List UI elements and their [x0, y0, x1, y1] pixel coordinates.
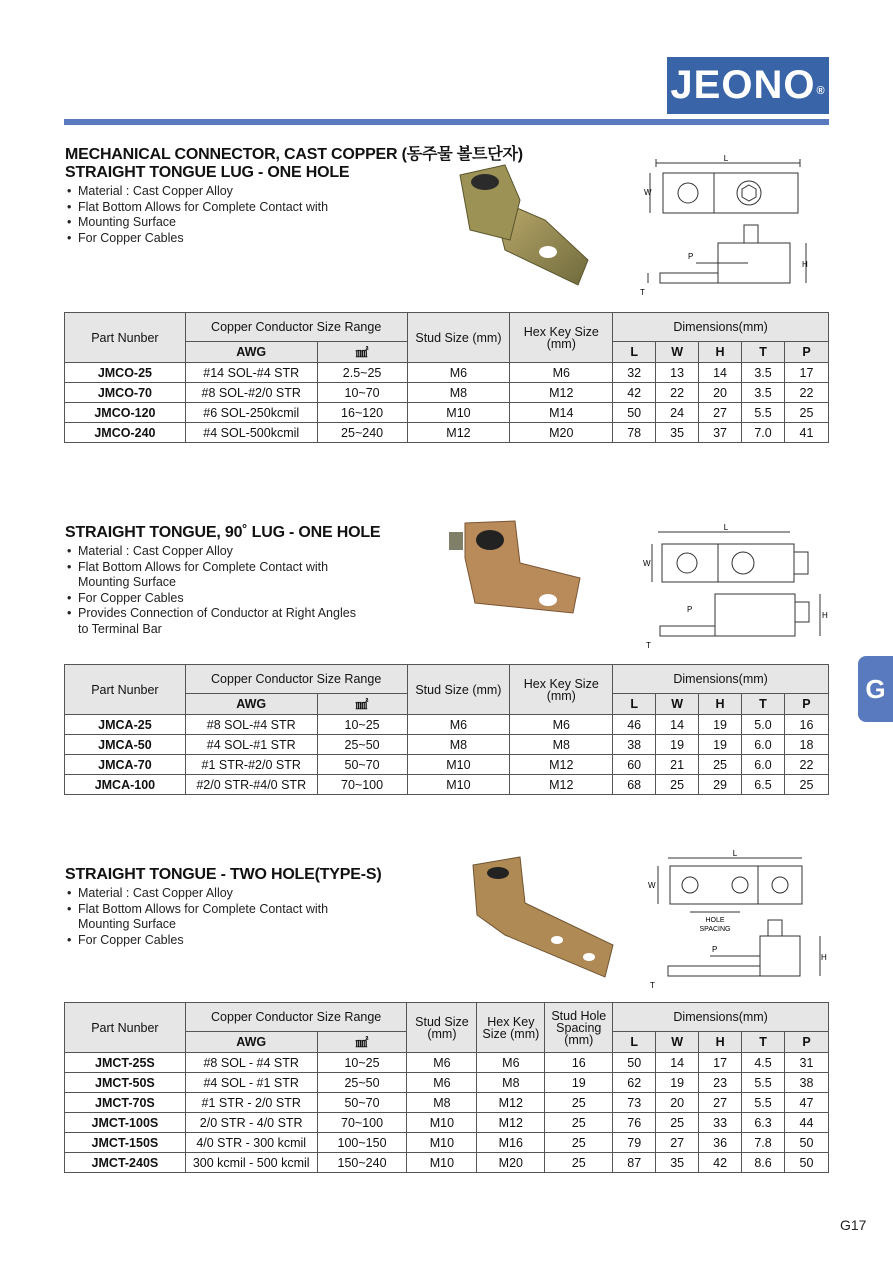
- header-w: W: [656, 694, 699, 715]
- cell-awg: #8 SOL - #4 STR: [185, 1053, 317, 1073]
- cell-mm2: 10~25: [317, 715, 407, 735]
- cell-stud: M12: [407, 423, 510, 443]
- cell-h: 37: [699, 423, 742, 443]
- cell-awg: #1 STR - 2/0 STR: [185, 1093, 317, 1113]
- cell-awg: 4/0 STR - 300 kcmil: [185, 1133, 317, 1153]
- cell-awg: 300 kcmil - 500 kcmil: [185, 1153, 317, 1173]
- cell-t: 3.5: [742, 383, 785, 403]
- cell-awg: #8 SOL-#2/0 STR: [185, 383, 317, 403]
- header-part-number: Part Nunber: [65, 313, 186, 363]
- cell-l: 73: [613, 1093, 656, 1113]
- header-hole-spacing: Stud Hole Spacing (mm): [545, 1003, 613, 1053]
- section3-features: [67, 886, 328, 948]
- cell-h: 14: [699, 363, 742, 383]
- cell-awg: #8 SOL-#4 STR: [185, 715, 317, 735]
- cell-mm2: 100~150: [317, 1133, 407, 1153]
- section1-features: [67, 184, 328, 246]
- cell-l: 42: [613, 383, 656, 403]
- dim-label-t: T: [640, 288, 645, 297]
- cell-part: JMCT-25S: [65, 1053, 186, 1073]
- cell-p: 38: [784, 1073, 828, 1093]
- lug-two-hole-diagram: [640, 848, 830, 993]
- cell-t: 6.5: [742, 775, 785, 795]
- dim-label-w: W: [648, 881, 656, 890]
- header-conductor: Copper Conductor Size Range: [185, 1003, 407, 1032]
- cell-p: 50: [784, 1153, 828, 1173]
- cell-w: 19: [656, 1073, 699, 1093]
- cell-w: 22: [656, 383, 699, 403]
- cell-w: 14: [656, 1053, 699, 1073]
- cell-t: 5.5: [742, 1093, 785, 1113]
- cell-w: 24: [656, 403, 699, 423]
- dim-label-l: L: [723, 523, 729, 532]
- cell-l: 50: [613, 403, 656, 423]
- dim-label-h: H: [822, 611, 828, 620]
- dim-label-w: W: [644, 188, 652, 197]
- header-h: H: [699, 694, 742, 715]
- cell-l: 32: [613, 363, 656, 383]
- dim-label-h: H: [821, 953, 827, 962]
- cell-mm2: 70~100: [317, 1113, 407, 1133]
- cell-w: 20: [656, 1093, 699, 1113]
- cell-hex: M12: [477, 1093, 545, 1113]
- cell-mm2: 25~240: [317, 423, 407, 443]
- dim-label-spacing: SPACING: [699, 926, 731, 933]
- page-number: G17: [840, 1217, 867, 1233]
- cell-hex: M6: [477, 1053, 545, 1073]
- cell-spacing: 25: [545, 1133, 613, 1153]
- cell-part: JMCT-50S: [65, 1073, 186, 1093]
- header-part-number: Part Nunber: [65, 665, 186, 715]
- cell-part: JMCA-25: [65, 715, 186, 735]
- cell-hex: M20: [477, 1153, 545, 1173]
- section3-title: STRAIGHT TONGUE - TWO HOLE(TYPE-S): [65, 866, 382, 883]
- header-w: W: [656, 342, 699, 363]
- cell-stud: M10: [407, 1153, 477, 1173]
- dim-label-hole: HOLE: [705, 917, 725, 924]
- cell-w: 25: [656, 775, 699, 795]
- cell-mm2: 2.5~25: [317, 363, 407, 383]
- header-mm2: ㎟: [317, 694, 407, 715]
- cell-t: 4.5: [742, 1053, 785, 1073]
- cell-awg: #4 SOL-500kcmil: [185, 423, 317, 443]
- cell-h: 36: [699, 1133, 742, 1153]
- cell-p: 41: [784, 423, 828, 443]
- cell-spacing: 19: [545, 1073, 613, 1093]
- cell-awg: 2/0 STR - 4/0 STR: [185, 1113, 317, 1133]
- feature-item: • For Copper Cables: [67, 591, 356, 607]
- dim-label-t: T: [646, 641, 651, 650]
- cell-t: 6.0: [742, 755, 785, 775]
- header-l: L: [613, 694, 656, 715]
- header-rule: [64, 119, 829, 125]
- cell-part: JMCT-240S: [65, 1153, 186, 1173]
- cell-t: 5.0: [742, 715, 785, 735]
- table-row: [65, 755, 829, 775]
- cell-hex: M6: [510, 715, 613, 735]
- header-mm2: ㎟: [317, 1032, 407, 1053]
- cell-part: JMCO-120: [65, 403, 186, 423]
- cell-t: 5.5: [742, 403, 785, 423]
- cell-awg: #4 SOL-#1 STR: [185, 735, 317, 755]
- section2-features: [67, 544, 356, 637]
- header-p: P: [784, 342, 828, 363]
- table-row: [65, 735, 829, 755]
- header-l: L: [613, 1032, 656, 1053]
- cell-mm2: 25~50: [317, 735, 407, 755]
- cell-stud: M10: [407, 775, 510, 795]
- cell-hex: M12: [477, 1113, 545, 1133]
- section3-spec-table: [64, 1002, 829, 1173]
- cell-hex: M20: [510, 423, 613, 443]
- lug-one-hole-diagram: [638, 155, 813, 300]
- cell-l: 60: [613, 755, 656, 775]
- cell-w: 35: [656, 1153, 699, 1173]
- section2-spec-table: [64, 664, 829, 795]
- cell-part: JMCA-100: [65, 775, 186, 795]
- cell-p: 22: [784, 755, 828, 775]
- cell-h: 27: [699, 403, 742, 423]
- cell-l: 79: [613, 1133, 656, 1153]
- feature-item: • For Copper Cables: [67, 231, 328, 247]
- cell-hex: M16: [477, 1133, 545, 1153]
- cell-p: 47: [784, 1093, 828, 1113]
- cell-stud: M10: [407, 1113, 477, 1133]
- header-hex-key: Hex Key Size (mm): [510, 313, 613, 363]
- feature-item: • Flat Bottom Allows for Complete Contact with: [67, 200, 328, 216]
- section2-title: STRAIGHT TONGUE, 90˚ LUG - ONE HOLE: [65, 524, 381, 541]
- cell-stud: M8: [407, 1093, 477, 1113]
- feature-item: • Material : Cast Copper Alloy: [67, 184, 328, 200]
- cell-spacing: 25: [545, 1113, 613, 1133]
- cell-h: 19: [699, 735, 742, 755]
- cell-stud: M6: [407, 1053, 477, 1073]
- cell-mm2: 70~100: [317, 775, 407, 795]
- cell-hex: M12: [510, 755, 613, 775]
- feature-item: • Material : Cast Copper Alloy: [67, 886, 328, 902]
- cell-t: 6.0: [742, 735, 785, 755]
- cell-spacing: 25: [545, 1093, 613, 1113]
- dim-label-w: W: [643, 559, 651, 568]
- registered-mark: ®: [816, 85, 826, 97]
- header-conductor: Copper Conductor Size Range: [185, 313, 407, 342]
- cell-l: 78: [613, 423, 656, 443]
- brand-logo: [667, 57, 829, 114]
- cell-w: 14: [656, 715, 699, 735]
- cell-h: 27: [699, 1093, 742, 1113]
- cell-awg: #4 SOL - #1 STR: [185, 1073, 317, 1093]
- cell-p: 44: [784, 1113, 828, 1133]
- table-row: [65, 423, 829, 443]
- cell-hex: M8: [477, 1073, 545, 1093]
- cell-h: 29: [699, 775, 742, 795]
- cell-p: 50: [784, 1133, 828, 1153]
- header-awg: AWG: [185, 1032, 317, 1053]
- cell-t: 7.0: [742, 423, 785, 443]
- header-w: W: [656, 1032, 699, 1053]
- header-p: P: [784, 1032, 828, 1053]
- table-row: [65, 715, 829, 735]
- cell-stud: M8: [407, 383, 510, 403]
- cell-t: 5.5: [742, 1073, 785, 1093]
- header-t: T: [742, 694, 785, 715]
- cell-l: 62: [613, 1073, 656, 1093]
- cell-l: 76: [613, 1113, 656, 1133]
- feature-item: • For Copper Cables: [67, 933, 328, 949]
- header-stud-size: Stud Size (mm): [407, 1003, 477, 1053]
- cell-mm2: 10~70: [317, 383, 407, 403]
- table-row: [65, 1093, 829, 1113]
- cell-h: 42: [699, 1153, 742, 1173]
- cell-hex: M12: [510, 775, 613, 795]
- cell-h: 23: [699, 1073, 742, 1093]
- header-stud-size: Stud Size (mm): [407, 313, 510, 363]
- brand-name: JEONO: [670, 63, 816, 107]
- section1-title-line2: STRAIGHT TONGUE LUG - ONE HOLE: [65, 164, 350, 181]
- cell-stud: M10: [407, 1133, 477, 1153]
- lug-90-photo: [445, 518, 585, 618]
- table-row: [65, 1073, 829, 1093]
- cell-l: 87: [613, 1153, 656, 1173]
- cell-awg: #6 SOL-250kcmil: [185, 403, 317, 423]
- header-t: T: [742, 1032, 785, 1053]
- header-h: H: [699, 342, 742, 363]
- cell-t: 8.6: [742, 1153, 785, 1173]
- cell-p: 25: [784, 403, 828, 423]
- dim-label-h: H: [802, 260, 808, 269]
- table-row: [65, 383, 829, 403]
- cell-hex: M12: [510, 383, 613, 403]
- cell-part: JMCA-70: [65, 755, 186, 775]
- table-row: [65, 1153, 829, 1173]
- cell-w: 13: [656, 363, 699, 383]
- dim-label-p: P: [687, 605, 693, 614]
- cell-h: 33: [699, 1113, 742, 1133]
- header-hex-key: Hex Key Size (mm): [510, 665, 613, 715]
- cell-l: 50: [613, 1053, 656, 1073]
- header-awg: AWG: [185, 342, 317, 363]
- cell-stud: M6: [407, 363, 510, 383]
- cell-mm2: 50~70: [317, 1093, 407, 1113]
- header-h: H: [699, 1032, 742, 1053]
- section1-spec-table: [64, 312, 829, 443]
- cell-mm2: 16~120: [317, 403, 407, 423]
- cell-part: JMCO-25: [65, 363, 186, 383]
- cell-l: 68: [613, 775, 656, 795]
- feature-item: • Flat Bottom Allows for Complete Contact with: [67, 902, 328, 918]
- table-row: [65, 775, 829, 795]
- feature-item: • Provides Connection of Conductor at Right Angles: [67, 606, 356, 622]
- header-stud-size: Stud Size (mm): [407, 665, 510, 715]
- lug-two-hole-photo: [465, 855, 620, 985]
- cell-p: 16: [784, 715, 828, 735]
- table-row: [65, 363, 829, 383]
- header-awg: AWG: [185, 694, 317, 715]
- dim-label-t: T: [650, 981, 655, 990]
- dim-label-p: P: [712, 945, 718, 954]
- cell-part: JMCT-100S: [65, 1113, 186, 1133]
- header-dimensions: Dimensions(mm): [613, 313, 829, 342]
- header-conductor: Copper Conductor Size Range: [185, 665, 407, 694]
- header-t: T: [742, 342, 785, 363]
- cell-t: 3.5: [742, 363, 785, 383]
- cell-t: 6.3: [742, 1113, 785, 1133]
- cell-stud: M6: [407, 715, 510, 735]
- feature-item: Mounting Surface: [78, 575, 176, 589]
- cell-p: 25: [784, 775, 828, 795]
- header-hex-key: Hex Key Size (mm): [477, 1003, 545, 1053]
- cell-part: JMCO-240: [65, 423, 186, 443]
- cell-spacing: 16: [545, 1053, 613, 1073]
- cell-spacing: 25: [545, 1153, 613, 1173]
- table-row: [65, 1133, 829, 1153]
- cell-w: 19: [656, 735, 699, 755]
- cell-p: 22: [784, 383, 828, 403]
- cell-stud: M10: [407, 755, 510, 775]
- cell-h: 19: [699, 715, 742, 735]
- header-p: P: [784, 694, 828, 715]
- cell-part: JMCT-150S: [65, 1133, 186, 1153]
- dim-label-l: L: [732, 849, 738, 858]
- dim-label-l: L: [723, 155, 729, 163]
- cell-awg: #2/0 STR-#4/0 STR: [185, 775, 317, 795]
- table-row: [65, 403, 829, 423]
- lug-one-hole-photo: [450, 160, 595, 295]
- feature-item: • Flat Bottom Allows for Complete Contact with: [67, 560, 356, 576]
- dim-label-p: P: [688, 252, 694, 261]
- cell-part: JMCT-70S: [65, 1093, 186, 1113]
- cell-w: 27: [656, 1133, 699, 1153]
- header-mm2: ㎟: [317, 342, 407, 363]
- section1-title-line1: MECHANICAL CONNECTOR, CAST COPPER (동주물 볼트단자): [65, 146, 523, 163]
- table-row: [65, 1113, 829, 1133]
- cell-mm2: 50~70: [317, 755, 407, 775]
- cell-part: JMCA-50: [65, 735, 186, 755]
- cell-w: 35: [656, 423, 699, 443]
- header-part-number: Part Nunber: [65, 1003, 186, 1053]
- cell-mm2: 150~240: [317, 1153, 407, 1173]
- cell-p: 17: [784, 363, 828, 383]
- cell-part: JMCO-70: [65, 383, 186, 403]
- cell-l: 38: [613, 735, 656, 755]
- cell-l: 46: [613, 715, 656, 735]
- feature-item: • Material : Cast Copper Alloy: [67, 544, 356, 560]
- cell-awg: #14 SOL-#4 STR: [185, 363, 317, 383]
- feature-item: • Mounting Surface: [67, 215, 328, 231]
- cell-mm2: 10~25: [317, 1053, 407, 1073]
- cell-hex: M6: [510, 363, 613, 383]
- cell-p: 31: [784, 1053, 828, 1073]
- feature-item: to Terminal Bar: [78, 621, 162, 636]
- cell-awg: #1 STR-#2/0 STR: [185, 755, 317, 775]
- cell-t: 7.8: [742, 1133, 785, 1153]
- cell-mm2: 25~50: [317, 1073, 407, 1093]
- cell-p: 18: [784, 735, 828, 755]
- header-dimensions: Dimensions(mm): [613, 665, 829, 694]
- lug-90-diagram: [640, 522, 830, 652]
- feature-item: Mounting Surface: [78, 917, 176, 931]
- cell-stud: M6: [407, 1073, 477, 1093]
- cell-stud: M10: [407, 403, 510, 423]
- cell-hex: M8: [510, 735, 613, 755]
- cell-h: 25: [699, 755, 742, 775]
- table-row: [65, 1053, 829, 1073]
- cell-hex: M14: [510, 403, 613, 423]
- cell-w: 21: [656, 755, 699, 775]
- cell-h: 17: [699, 1053, 742, 1073]
- cell-w: 25: [656, 1113, 699, 1133]
- cell-stud: M8: [407, 735, 510, 755]
- header-dimensions: Dimensions(mm): [613, 1003, 829, 1032]
- cell-h: 20: [699, 383, 742, 403]
- chapter-tab: G: [858, 656, 893, 722]
- header-l: L: [613, 342, 656, 363]
